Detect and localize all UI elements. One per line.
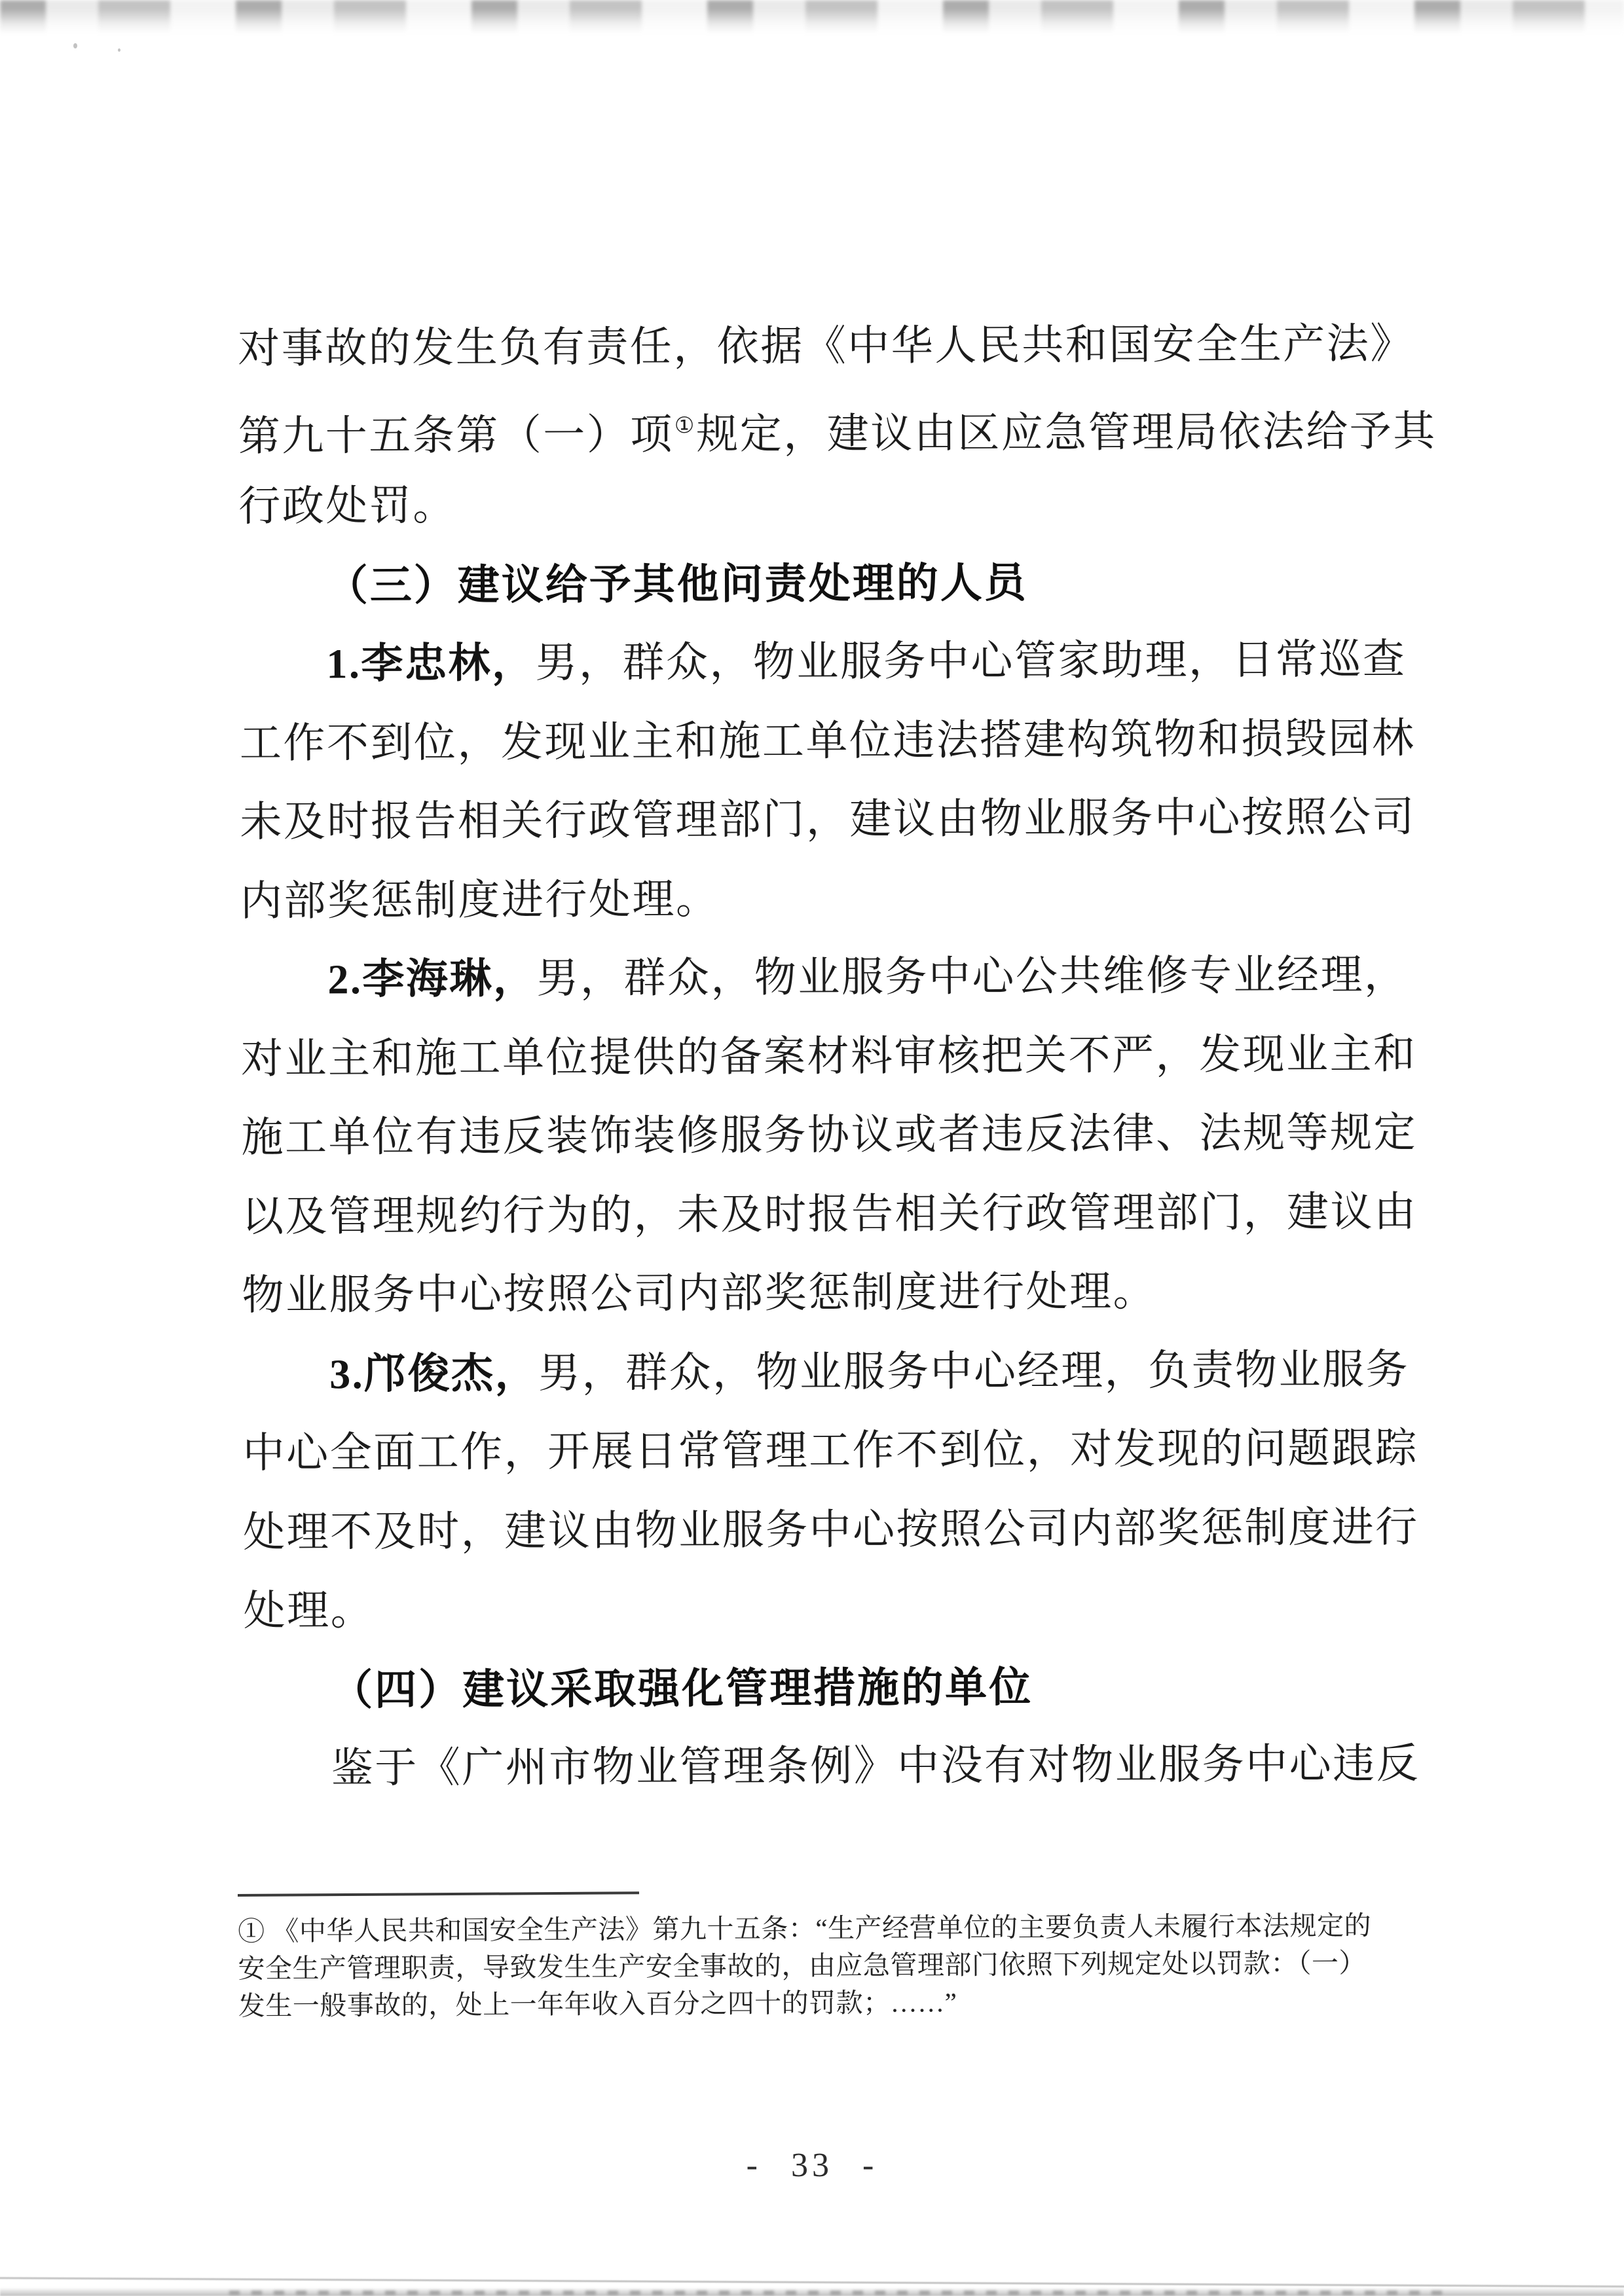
body-line <box>242 1251 1429 1335</box>
text-run: 第九十五条第（一）项 <box>238 410 674 460</box>
text-run: 内部奖惩制度进行处理。 <box>240 875 720 924</box>
text-run: 发生一般事故的，处上一年年收入百分之四十的罚款；……” <box>238 1987 957 2021</box>
body-line <box>238 304 1425 388</box>
text-run: 男，群众，物业服务中心公共维修专业经理， <box>536 951 1408 1002</box>
body-line <box>244 1724 1431 1808</box>
text-run: 男，群众，物业服务中心经理，负责物业服务 <box>538 1345 1410 1396</box>
body-line <box>244 1646 1431 1730</box>
scan-speck <box>118 48 120 52</box>
section-heading: （三）建议给予其他问责处理的人员 <box>325 558 1028 609</box>
section-heading: （四）建议采取强化管理措施的单位 <box>331 1663 1033 1713</box>
body-line <box>239 541 1426 625</box>
text-run: 1.李忠林， <box>326 640 536 687</box>
text-run: 安全生产管理职责，导致发生生产安全事故的，由应急管理部门依照下列规定处以罚款：（一） <box>238 1947 1367 1984</box>
scan-edge-line <box>0 2277 1624 2287</box>
body-line <box>240 936 1428 1019</box>
text-run: 施工单位有违反装饰装修服务协议或者违反法律、法规等规定 <box>241 1109 1418 1161</box>
scan-speck <box>73 43 77 48</box>
footnote-line <box>238 1944 1426 1988</box>
text-run: 中心全面工作，开展日常管理工作不到位，对发现的问题跟踪 <box>242 1425 1419 1476</box>
text-run: ① 《中华人民共和国安全生产法》第九十五条：“生产经营单位的主要负责人未履行本法规定的 <box>238 1910 1372 1946</box>
body-line <box>238 462 1426 546</box>
text-run: 未及时报告相关行政管理部门，建议由物业服务中心按照公司 <box>240 793 1416 845</box>
text-run: 工作不到位，发现业主和施工单位违法搭建构筑物和损毁园林 <box>239 714 1416 767</box>
footnote-line <box>238 1906 1426 1950</box>
footnote-ref-superscript: ① <box>674 413 695 438</box>
body-line <box>243 1567 1430 1650</box>
footnote-separator-rule <box>238 1891 639 1897</box>
footnote-line <box>238 1981 1427 2025</box>
body-line <box>242 1409 1430 1493</box>
body-line <box>242 1173 1429 1256</box>
body-text-block <box>238 304 1437 1808</box>
body-line <box>240 699 1427 783</box>
body-line <box>238 384 1437 467</box>
body-line <box>241 1015 1428 1099</box>
text-run: 处理。 <box>243 1587 375 1634</box>
scan-noise-strip <box>229 2291 1447 2295</box>
text-run: 男，群众，物业服务中心管家助理，日常巡查 <box>535 636 1407 687</box>
scan-noise-top-band <box>0 0 1624 34</box>
text-run: 处理不及时，建议由物业服务中心按照公司内部奖惩制度进行 <box>242 1503 1419 1556</box>
text-run: 规定，建议由区应急管理局依法给予其 <box>696 407 1437 458</box>
body-line <box>239 620 1426 704</box>
text-run: 物业服务中心按照公司内部奖惩制度进行处理。 <box>242 1267 1157 1319</box>
page-number: - 33 - <box>746 2147 878 2184</box>
text-run: 行政处罚。 <box>238 482 456 530</box>
text-run: 以及管理规约行为的，未及时报告相关行政管理部门，建议由 <box>241 1188 1418 1240</box>
body-line <box>242 1330 1430 1414</box>
text-run: 对事故的发生负有责任，依据《中华人民共和国安全生产法》 <box>238 320 1414 372</box>
text-run: 3.邝俊杰， <box>329 1349 539 1397</box>
text-run: 2.李海琳， <box>327 955 537 1003</box>
body-line <box>241 1093 1428 1177</box>
footnote-block <box>238 1906 1427 2025</box>
body-line <box>240 778 1427 862</box>
body-line <box>243 1488 1430 1572</box>
body-line <box>240 857 1428 941</box>
text-run: 对业主和施工单位提供的备案材料审核把关不严，发现业主和 <box>240 1030 1417 1082</box>
text-run: 鉴于《广州市物业管理条例》中没有对物业服务中心违反 <box>331 1740 1420 1792</box>
